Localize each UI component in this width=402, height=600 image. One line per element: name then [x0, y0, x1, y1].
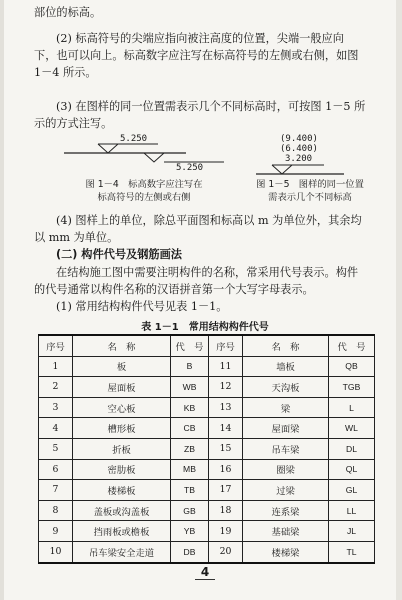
header-cell: 名 称: [73, 335, 171, 356]
table-row: [39, 397, 375, 418]
code-cell: WB: [171, 377, 209, 398]
name-cell: 屋面梁: [243, 418, 329, 439]
section-heading: (二) 构件代号及钢筋画法: [56, 248, 182, 261]
code-cell: TGB: [329, 377, 375, 398]
elevation-label-left: 5.250: [120, 134, 148, 144]
page-number-text: 4: [195, 565, 215, 580]
code-cell: B: [171, 356, 209, 377]
table-header-row: [39, 335, 375, 356]
code-cell: TB: [171, 480, 209, 501]
elevation-label-right: 5.250: [176, 163, 204, 173]
paragraph-5: 在结构施工图中需要注明构件的名称，常采用代号表示。构件的代号通常以构件名称的汉语拼音第一个大写字母表示。: [34, 266, 359, 296]
table-row: [39, 541, 375, 562]
caption-line: 需表示几个不同标高: [268, 192, 352, 203]
row-number-cell: 2: [39, 377, 73, 398]
row-number-cell: 5: [39, 438, 73, 459]
name-cell: 过梁: [243, 480, 329, 501]
paragraph-6: (1) 常用结构构件代号见表 1－1。: [56, 300, 228, 313]
page-number: [4, 565, 402, 579]
code-cell: DL: [329, 438, 375, 459]
header-cell: 代 号: [329, 335, 375, 356]
row-number-cell: 19: [209, 521, 243, 542]
figure-1-4: [64, 134, 224, 208]
table-caption: 表 1－1 常用结构构件代号: [141, 322, 269, 333]
name-cell: 密肋板: [73, 459, 171, 480]
table-row: [39, 459, 375, 480]
code-cell: L: [329, 397, 375, 418]
name-cell: 吊车梁: [243, 438, 329, 459]
code-cell: QB: [329, 356, 375, 377]
name-cell: 楼梯梁: [243, 541, 329, 562]
component-code-table: [38, 334, 375, 564]
paragraph-3: (3) 在图样的同一位置需表示几个不同标高时，可按图 1－5 所示的方式注写。: [34, 100, 366, 130]
text-line: 部位的标高。: [34, 6, 102, 19]
header-cell: 序号: [209, 335, 243, 356]
row-number-cell: 18: [209, 500, 243, 521]
paragraph-4: (4) 图样上的单位，除总平面图和标高以 m 为单位外，其余均以 mm 为单位。: [34, 214, 362, 244]
row-number-cell: 13: [209, 397, 243, 418]
name-cell: 墙板: [243, 356, 329, 377]
name-cell: 板: [73, 356, 171, 377]
row-number-cell: 3: [39, 397, 73, 418]
figure-caption: [64, 178, 224, 204]
name-cell: 楼梯板: [73, 480, 171, 501]
row-number-cell: 6: [39, 459, 73, 480]
row-number-cell: 14: [209, 418, 243, 439]
name-cell: 梁: [243, 397, 329, 418]
header-cell: 名 称: [243, 335, 329, 356]
code-cell: GB: [171, 500, 209, 521]
table-row: [39, 418, 375, 439]
row-number-cell: 11: [209, 356, 243, 377]
table-row: [39, 521, 375, 542]
row-number-cell: 10: [39, 541, 73, 562]
elevation-label: (9.400): [280, 134, 318, 144]
caption-line: 图 1－4 标高数字应注写在: [85, 179, 203, 190]
name-cell: 折板: [73, 438, 171, 459]
row-number-cell: 12: [209, 377, 243, 398]
code-cell: QL: [329, 459, 375, 480]
row-number-cell: 17: [209, 480, 243, 501]
name-cell: 吊车梁安全走道: [73, 541, 171, 562]
header-cell: 序号: [39, 335, 73, 356]
row-number-cell: 9: [39, 521, 73, 542]
table-row: [39, 438, 375, 459]
row-number-cell: 15: [209, 438, 243, 459]
row-number-cell: 4: [39, 418, 73, 439]
name-cell: 挡雨板或檐板: [73, 521, 171, 542]
code-cell: WL: [329, 418, 375, 439]
name-cell: 圈梁: [243, 459, 329, 480]
elevation-label: (6.400): [280, 144, 318, 154]
name-cell: 空心板: [73, 397, 171, 418]
code-cell: TL: [329, 541, 375, 562]
table-row: [39, 356, 375, 377]
code-cell: GL: [329, 480, 375, 501]
elevation-label: 3.200: [285, 154, 313, 164]
row-number-cell: 1: [39, 356, 73, 377]
name-cell: 槽形板: [73, 418, 171, 439]
code-cell: MB: [171, 459, 209, 480]
name-cell: 基础梁: [243, 521, 329, 542]
code-cell: LL: [329, 500, 375, 521]
table-row: [39, 500, 375, 521]
figure-1-5: [252, 134, 372, 208]
row-number-cell: 16: [209, 459, 243, 480]
table-row: [39, 377, 375, 398]
code-cell: KB: [171, 397, 209, 418]
row-number-cell: 8: [39, 500, 73, 521]
caption-line: 标高符号的左侧或右侧: [97, 192, 191, 203]
multi-elevation-drawing: [252, 134, 372, 178]
name-cell: 盖板或沟盖板: [73, 500, 171, 521]
row-number-cell: 20: [209, 541, 243, 562]
paragraph-2: (2) 标高符号的尖端应指向被注高度的位置，尖端一般应向下，也可以向上。标高数字应注写在标高符号的左侧或右侧，如图 1－4 所示。: [34, 32, 359, 79]
name-cell: 连系梁: [243, 500, 329, 521]
figure-caption: [248, 178, 372, 204]
name-cell: 屋面板: [73, 377, 171, 398]
caption-line: 图 1－5 图样的同一位置: [256, 179, 364, 190]
code-cell: DB: [171, 541, 209, 562]
code-cell: ZB: [171, 438, 209, 459]
code-cell: CB: [171, 418, 209, 439]
row-number-cell: 7: [39, 480, 73, 501]
header-cell: 代 号: [171, 335, 209, 356]
table-row: [39, 480, 375, 501]
name-cell: 天沟板: [243, 377, 329, 398]
code-cell: JL: [329, 521, 375, 542]
code-cell: YB: [171, 521, 209, 542]
